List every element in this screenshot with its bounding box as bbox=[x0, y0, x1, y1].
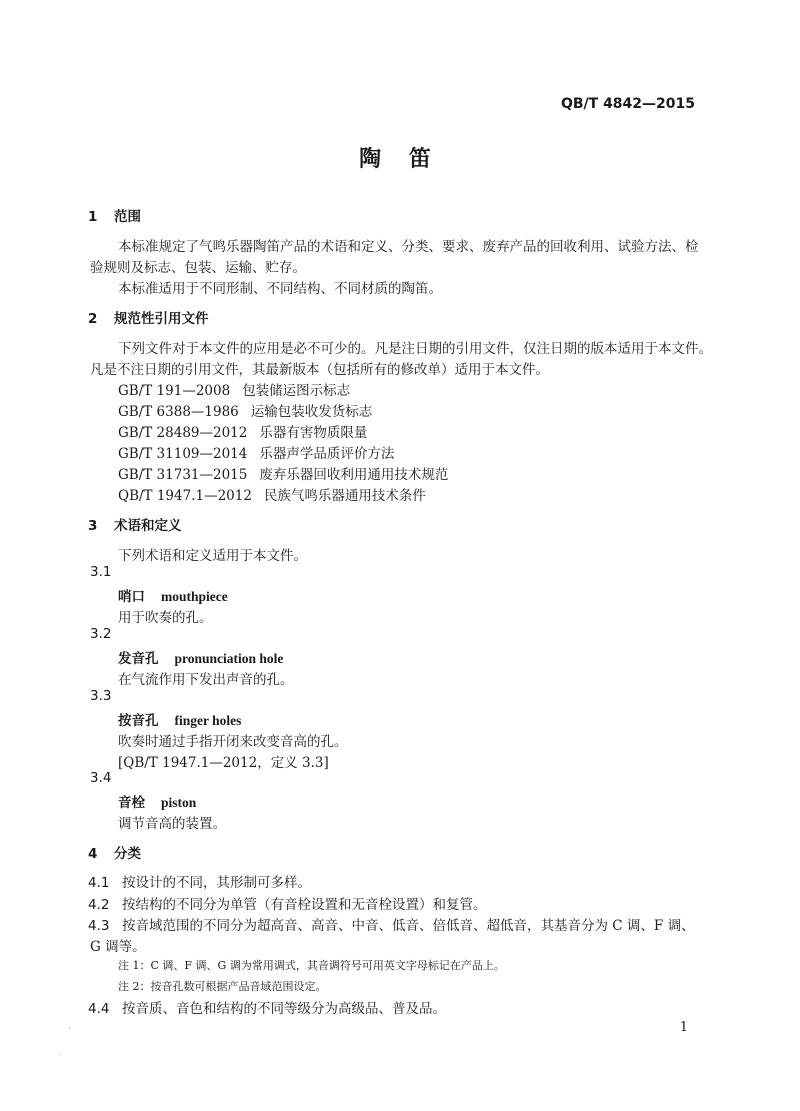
section-heading: 2 规范性引用文件 bbox=[88, 311, 209, 327]
paragraph-line: 本标准适用于不同形制、不同结构、不同材质的陶笛。 bbox=[118, 281, 442, 297]
note: 注 1：C 调、F 调、G 调为常用调式，其音调符号可用英文字母标记在产品上。 bbox=[118, 959, 505, 972]
scan-mark: · bbox=[68, 1024, 71, 1034]
term-definition: 在气流作用下发出声音的孔。 bbox=[118, 672, 294, 688]
term-number: 3.1 bbox=[90, 564, 112, 580]
term-definition: 用于吹奏的孔。 bbox=[118, 610, 213, 626]
term-definition: 吹奏时通过手指开闭来改变音高的孔。 bbox=[118, 734, 348, 750]
paragraph-line: G 调等。 bbox=[90, 939, 146, 955]
clause-item: 4.1 按设计的不同，其形制可多样。 bbox=[88, 875, 311, 891]
section-heading: 4 分类 bbox=[88, 846, 141, 862]
term-heading: 按音孔 finger holes bbox=[118, 713, 242, 729]
paragraph-line: 下列文件对于本文件的应用是必不可少的。凡是注日期的引用文件，仅注日期的版本适用于本文件。 bbox=[118, 341, 712, 357]
reference-item: GB/T 31109—2014 乐器声学品质评价方法 bbox=[118, 446, 395, 462]
term-heading: 音栓 piston bbox=[118, 795, 197, 811]
standard-code: QB/T 4842—2015 bbox=[560, 96, 695, 112]
note: 注 2：按音孔数可根据产品音域范围设定。 bbox=[118, 980, 327, 993]
section-heading: 3 术语和定义 bbox=[88, 518, 182, 534]
term-heading: 发音孔 pronunciation hole bbox=[118, 651, 284, 667]
reference-item: GB/T 6388—1986 运输包装收发货标志 bbox=[118, 404, 373, 420]
term-heading: 哨口 mouthpiece bbox=[118, 589, 228, 605]
term-number: 3.3 bbox=[90, 688, 112, 704]
section-heading: 1 范围 bbox=[88, 209, 141, 225]
reference-item: GB/T 191—2008 包装储运图示标志 bbox=[118, 383, 351, 399]
clause-item: 4.3 按音域范围的不同分为超高音、高音、中音、低音、倍低音、超低音，其基音分为 C 调、F 调、 bbox=[88, 918, 695, 934]
clause-item: 4.4 按音质、音色和结构的不同等级分为高级品、普及品。 bbox=[88, 1001, 446, 1017]
reference-item: GB/T 31731—2015 废弃乐器回收利用通用技术规范 bbox=[118, 467, 449, 483]
term-source: [QB/T 1947.1—2012，定义 3.3] bbox=[118, 755, 329, 771]
paragraph-line: 本标准规定了气鸣乐器陶笛产品的术语和定义、分类、要求、废弃产品的回收利用、试验方法、检 bbox=[118, 239, 699, 255]
paragraph-line: 验规则及标志、包装、运输、贮存。 bbox=[90, 260, 306, 276]
clause-item: 4.2 按结构的不同分为单管（有音栓设置和无音栓设置）和复管。 bbox=[88, 897, 487, 913]
page-title: 陶 笛 bbox=[359, 147, 441, 172]
term-number: 3.4 bbox=[90, 770, 112, 786]
reference-item: QB/T 1947.1—2012 民族气鸣乐器通用技术条件 bbox=[118, 488, 426, 504]
scan-mark: · bbox=[58, 1050, 61, 1060]
page-number: 1 bbox=[679, 1020, 688, 1035]
term-definition: 调节音高的装置。 bbox=[118, 816, 226, 832]
term-number: 3.2 bbox=[90, 626, 112, 642]
reference-item: GB/T 28489—2012 乐器有害物质限量 bbox=[118, 425, 368, 441]
paragraph-line: 下列术语和定义适用于本文件。 bbox=[118, 548, 307, 564]
paragraph-line: 凡是不注日期的引用文件，其最新版本（包括所有的修改单）适用于本文件。 bbox=[90, 362, 549, 378]
